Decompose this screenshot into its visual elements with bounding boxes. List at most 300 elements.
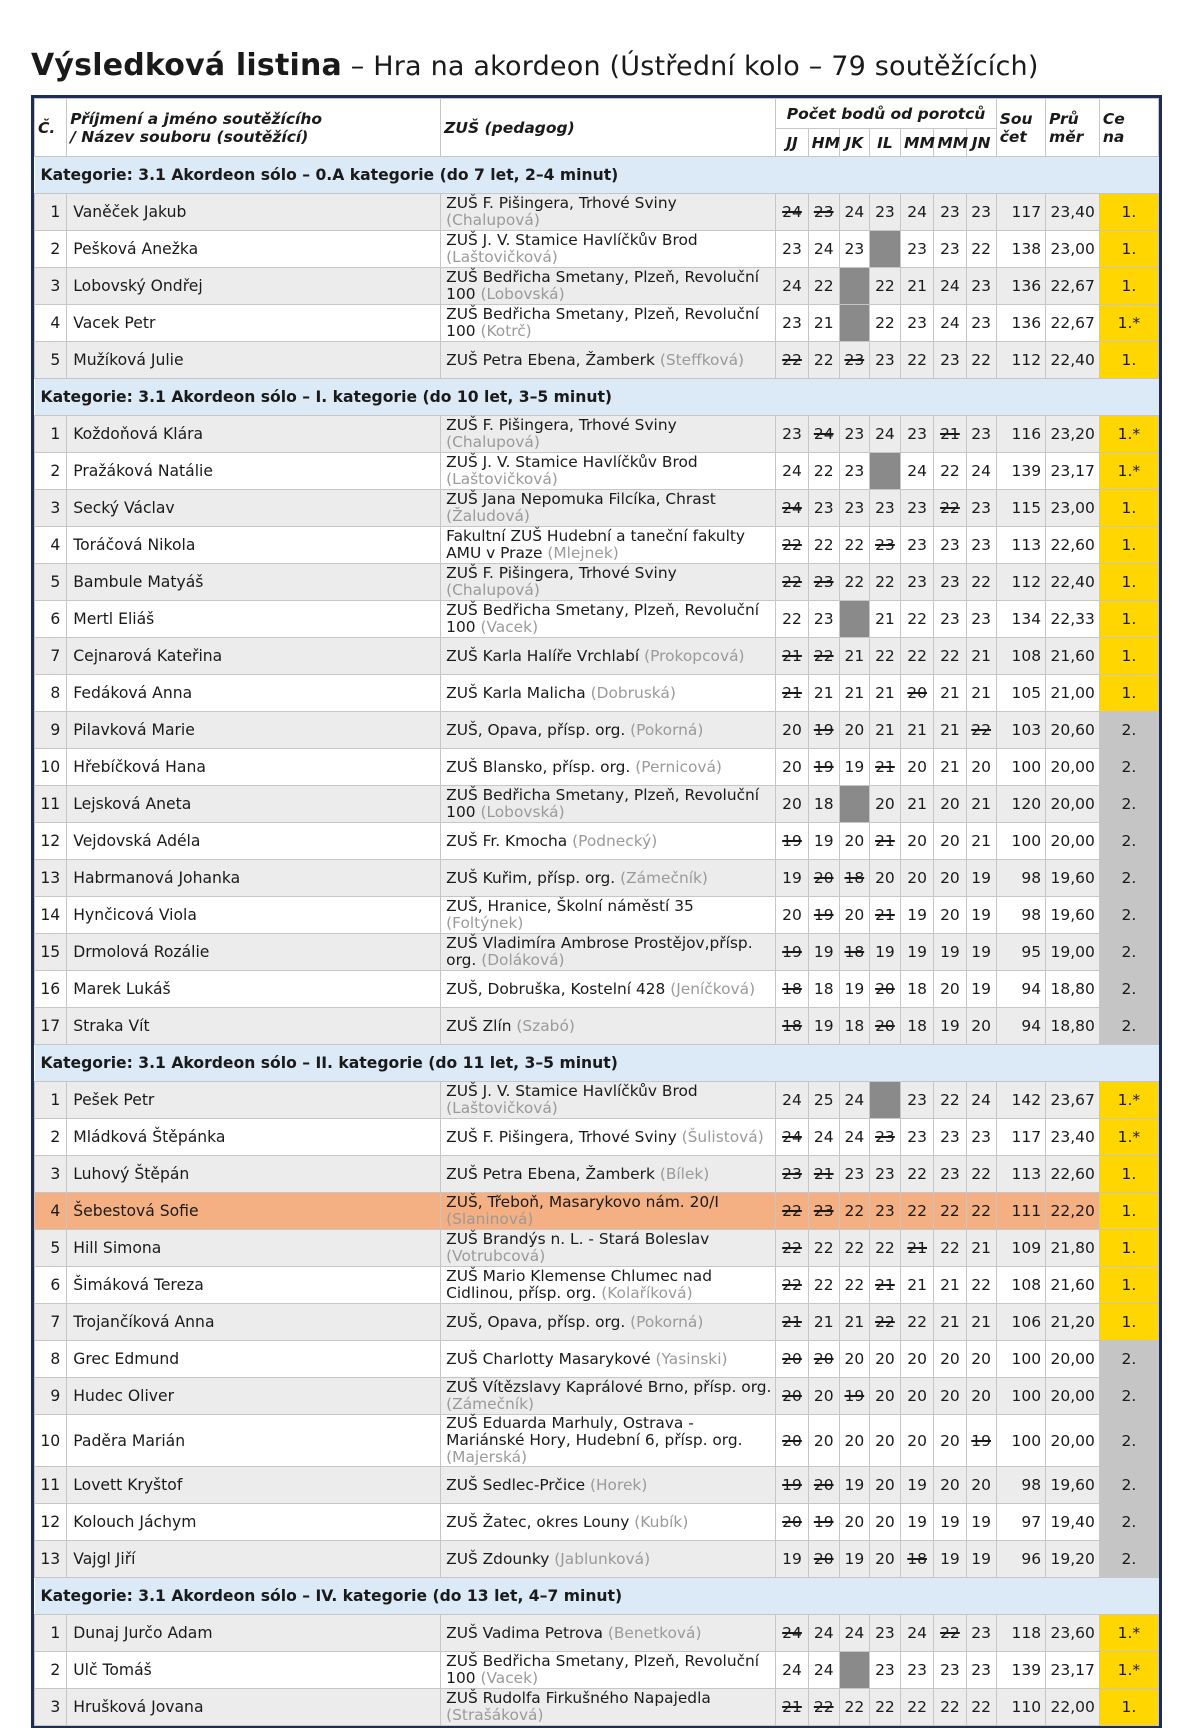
- judge-score: [808, 1008, 839, 1045]
- score-value: 22: [844, 1239, 865, 1257]
- award-badge: 1.: [1099, 194, 1158, 231]
- judge-score: [776, 1415, 808, 1467]
- judge-score: [966, 971, 996, 1008]
- score-value: 25: [813, 1091, 834, 1109]
- teacher-name: (Slaninová): [446, 1210, 534, 1228]
- score-value: 23: [940, 240, 960, 258]
- judge-score: [966, 453, 996, 490]
- score-value: 24: [813, 1624, 834, 1642]
- judge-score: [776, 1378, 808, 1415]
- score-value: 21: [844, 1313, 865, 1331]
- score-sum: 139: [996, 453, 1045, 490]
- judge-score: [966, 1082, 996, 1119]
- teacher-name: (Pernicová): [635, 757, 722, 776]
- score-sum: 139: [996, 1652, 1045, 1689]
- table-row: [35, 194, 1159, 231]
- judge-score: [839, 823, 869, 860]
- score-value: 22: [971, 721, 991, 739]
- judge-score: [934, 1008, 966, 1045]
- page-title: [31, 48, 1039, 83]
- judge-score: [934, 1082, 966, 1119]
- judge-score: [966, 342, 996, 379]
- table-row: [35, 1008, 1159, 1045]
- score-value: 24: [844, 1091, 865, 1109]
- score-value: 21: [940, 1276, 960, 1294]
- school-cell: [441, 749, 776, 786]
- judge-score: [869, 1267, 900, 1304]
- score-value: 20: [907, 1431, 928, 1450]
- score-value: 21: [875, 610, 895, 628]
- judge-score: [776, 638, 808, 675]
- judge-score: [839, 1082, 869, 1119]
- table-row: [35, 1689, 1159, 1726]
- judge-score: [869, 897, 900, 934]
- judge-score: [934, 749, 966, 786]
- judge-score: [901, 305, 934, 342]
- judge-score: [934, 860, 966, 897]
- judge-score: [966, 1689, 996, 1726]
- score-value: 24: [782, 462, 802, 480]
- judge-score: [869, 934, 900, 971]
- score-value: 23: [940, 536, 960, 554]
- school-cell: [441, 1082, 776, 1119]
- judge-score: [869, 749, 900, 786]
- row-number: 12: [35, 1504, 67, 1541]
- judge-score: [869, 1193, 900, 1230]
- row-number: 3: [35, 268, 67, 305]
- score-value: 22: [813, 351, 834, 369]
- score-value: 22: [813, 462, 834, 480]
- score-sum: 98: [996, 860, 1045, 897]
- school-cell: [441, 453, 776, 490]
- category-title: Kategorie: 3.1 Akordeon sólo – I. kategorie (do 10 let, 3–5 minut): [35, 379, 1159, 416]
- score-value: 18: [813, 980, 834, 998]
- row-number: 2: [35, 1652, 67, 1689]
- score-value: 24: [782, 1091, 802, 1109]
- score-value: 23: [844, 240, 865, 258]
- judge-score: [776, 1615, 808, 1652]
- judge-score: [901, 527, 934, 564]
- judge-score: [966, 564, 996, 601]
- score-value: 19: [813, 943, 834, 961]
- teacher-name: (Chalupová): [446, 433, 540, 451]
- score-value: 21: [971, 684, 991, 702]
- judge-score: [901, 1689, 934, 1726]
- score-value: 19: [875, 943, 895, 961]
- score-value: 20: [875, 1387, 895, 1405]
- award-badge: 2.: [1099, 1341, 1158, 1378]
- judge-score: [934, 675, 966, 712]
- score-average: 18,80: [1046, 1008, 1100, 1045]
- school-name: ZUŠ Jana Nepomuka Filcíka, Chrast: [446, 490, 716, 508]
- score-value: 24: [907, 203, 928, 221]
- score-average: 18,80: [1046, 971, 1100, 1008]
- score-value: 20: [875, 1550, 895, 1568]
- award-badge: 1.: [1099, 342, 1158, 379]
- score-value: 21: [813, 1313, 834, 1331]
- judge-score: [869, 601, 900, 638]
- judge-score: [966, 749, 996, 786]
- teacher-name: (Steffková): [659, 350, 745, 369]
- table-header: [35, 99, 1159, 157]
- score-value: 22: [971, 573, 991, 591]
- score-value: 24: [782, 203, 802, 221]
- judge-score: [839, 1008, 869, 1045]
- school-cell: [441, 712, 776, 749]
- row-number: 3: [35, 490, 67, 527]
- score-average: 21,60: [1046, 1267, 1100, 1304]
- header-average: Prů měr: [1046, 99, 1100, 157]
- judge-score: [839, 749, 869, 786]
- score-value: 22: [907, 647, 928, 665]
- judge-score: [776, 1230, 808, 1267]
- score-value: 20: [844, 1431, 865, 1450]
- judge-score: [839, 897, 869, 934]
- score-value: 21: [907, 795, 928, 813]
- page-title-main: Výsledková listina: [31, 48, 342, 83]
- score-value: 21: [940, 425, 960, 443]
- judge-score: [808, 1615, 839, 1652]
- judge-score: [808, 860, 839, 897]
- competitor-name: Lejsková Aneta: [67, 786, 441, 823]
- judge-score: [808, 1304, 839, 1341]
- award-badge: 2.: [1099, 934, 1158, 971]
- score-sum: 106: [996, 1304, 1045, 1341]
- teacher-name: (Kubík): [634, 1512, 689, 1531]
- score-value: 22: [940, 1202, 960, 1220]
- score-sum: 117: [996, 1119, 1045, 1156]
- judge-score: [869, 823, 900, 860]
- score-value: 23: [875, 536, 895, 554]
- judge-score: [776, 897, 808, 934]
- judge-score: [808, 971, 839, 1008]
- score-value: 20: [782, 758, 802, 776]
- table-row: [35, 1415, 1159, 1467]
- school-cell: [441, 823, 776, 860]
- score-value: 23: [971, 536, 991, 554]
- score-sum: 120: [996, 786, 1045, 823]
- score-sum: 115: [996, 490, 1045, 527]
- competitor-name: Hudec Oliver: [67, 1378, 441, 1415]
- table-row: [35, 1267, 1159, 1304]
- judge-score: [901, 1415, 934, 1467]
- award-badge: 1.: [1099, 268, 1158, 305]
- score-value: 22: [907, 1202, 928, 1220]
- judge-score: [839, 268, 869, 305]
- score-value: 19: [782, 832, 802, 850]
- score-value: 24: [813, 425, 834, 443]
- judge-score: [808, 786, 839, 823]
- school-name: ZUŠ, Hranice, Školní náměstí 35: [446, 897, 694, 915]
- teacher-name: (Šulistová): [681, 1127, 764, 1146]
- score-average: 23,00: [1046, 231, 1100, 268]
- school-cell: [441, 231, 776, 268]
- competitor-name: Šimáková Tereza: [67, 1267, 441, 1304]
- judge-score: [966, 1504, 996, 1541]
- score-value: 22: [875, 314, 895, 332]
- score-value: 22: [907, 1313, 928, 1331]
- score-sum: 117: [996, 194, 1045, 231]
- school-cell: [441, 268, 776, 305]
- school-cell: [441, 971, 776, 1008]
- score-sum: 100: [996, 1341, 1045, 1378]
- table-row: [35, 231, 1159, 268]
- school-name: Fakultní ZUŠ Hudební a taneční fakulty AMU v Praze: [446, 527, 746, 562]
- score-sum: 108: [996, 1267, 1045, 1304]
- score-value: 19: [782, 943, 802, 961]
- judge-score: [901, 1119, 934, 1156]
- score-average: 19,00: [1046, 934, 1100, 971]
- award-badge: 2.: [1099, 712, 1158, 749]
- score-sum: 110: [996, 1689, 1045, 1726]
- judge-score: [839, 971, 869, 1008]
- judge-score: [776, 971, 808, 1008]
- score-average: 19,60: [1046, 1467, 1100, 1504]
- teacher-name: (Doláková): [481, 951, 565, 969]
- competitor-name: Vacek Petr: [67, 305, 441, 342]
- score-value: 23: [782, 240, 802, 258]
- score-value: 20: [844, 1350, 865, 1368]
- score-value: 24: [907, 462, 928, 480]
- row-number: 2: [35, 453, 67, 490]
- award-badge: 1.: [1099, 1304, 1158, 1341]
- award-badge: 1.*: [1099, 1652, 1158, 1689]
- score-value: 23: [971, 277, 991, 295]
- school-name: ZUŠ Bedřicha Smetany, Plzeň, Revoluční 100: [446, 268, 760, 303]
- competitor-name: Pešková Anežka: [67, 231, 441, 268]
- award-badge: 1.: [1099, 1193, 1158, 1230]
- school-cell: [441, 786, 776, 823]
- row-number: 3: [35, 1689, 67, 1726]
- table-row: [35, 1193, 1159, 1230]
- score-sum: 142: [996, 1082, 1045, 1119]
- score-value: 18: [907, 1017, 928, 1035]
- school-cell: [441, 1156, 776, 1193]
- score-value: 22: [940, 462, 960, 480]
- score-sum: 136: [996, 305, 1045, 342]
- row-number: 9: [35, 1378, 67, 1415]
- score-value: 20: [875, 1476, 895, 1494]
- score-value: 24: [971, 462, 991, 480]
- judge-score: [901, 416, 934, 453]
- row-number: 13: [35, 860, 67, 897]
- score-value: 23: [907, 536, 928, 554]
- judge-score: [934, 712, 966, 749]
- score-value: 19: [813, 1513, 834, 1531]
- judge-score: [934, 1615, 966, 1652]
- school-cell: [441, 1008, 776, 1045]
- judge-score: [869, 1341, 900, 1378]
- score-value: 22: [875, 277, 895, 295]
- score-value: 22: [875, 1313, 895, 1331]
- judge-score: [776, 194, 808, 231]
- row-number: 2: [35, 231, 67, 268]
- score-value: 21: [907, 1239, 928, 1257]
- score-average: 20,00: [1046, 1415, 1100, 1467]
- table-row: [35, 527, 1159, 564]
- judge-score: [901, 786, 934, 823]
- score-value: 19: [971, 1431, 991, 1450]
- award-badge: 1.: [1099, 527, 1158, 564]
- school-cell: [441, 675, 776, 712]
- award-badge: 1.: [1099, 1230, 1158, 1267]
- judge-score: [776, 1267, 808, 1304]
- score-value: 20: [971, 1387, 991, 1405]
- score-average: 21,60: [1046, 638, 1100, 675]
- school-name: ZUŠ F. Pišingera, Trhové Sviny: [446, 1127, 677, 1146]
- score-value: 18: [782, 1017, 802, 1035]
- judge-score: [839, 1156, 869, 1193]
- school-cell: [441, 490, 776, 527]
- school-name: ZUŠ J. V. Stamice Havlíčkův Brod: [446, 453, 698, 471]
- score-value: 20: [940, 869, 960, 887]
- table-row: [35, 934, 1159, 971]
- score-value: 23: [907, 314, 928, 332]
- header-judge-hm: HM: [808, 129, 839, 157]
- score-value: 21: [907, 1276, 928, 1294]
- score-average: 22,60: [1046, 527, 1100, 564]
- judge-score: [808, 194, 839, 231]
- school-cell: [441, 1304, 776, 1341]
- score-value: 23: [971, 1624, 991, 1642]
- teacher-name: (Horek): [589, 1475, 648, 1494]
- score-sum: 138: [996, 231, 1045, 268]
- score-value: 19: [907, 1513, 928, 1531]
- judge-score: [869, 1689, 900, 1726]
- table-row: [35, 1378, 1159, 1415]
- score-value: 23: [875, 1165, 895, 1183]
- judge-score: [839, 231, 869, 268]
- score-value: 21: [907, 277, 928, 295]
- school-name: ZUŠ Zlín: [446, 1016, 512, 1035]
- teacher-name: (Pokorná): [630, 1312, 704, 1331]
- competitor-name: Hrušková Jovana: [67, 1689, 441, 1726]
- award-badge: 1.*: [1099, 1615, 1158, 1652]
- score-value: 23: [907, 499, 928, 517]
- score-value: 24: [782, 277, 802, 295]
- judge-score: [869, 1415, 900, 1467]
- judge-score: [839, 453, 869, 490]
- judge-score: [901, 231, 934, 268]
- competitor-name: Habrmanová Johanka: [67, 860, 441, 897]
- score-value: 20: [875, 1350, 895, 1368]
- category-row: [35, 1578, 1159, 1615]
- judge-score: [776, 527, 808, 564]
- score-value: 20: [813, 1431, 834, 1450]
- score-value: 22: [971, 1165, 991, 1183]
- score-value: 22: [782, 1276, 802, 1294]
- score-sum: 100: [996, 749, 1045, 786]
- award-badge: 1.: [1099, 564, 1158, 601]
- score-value: 20: [875, 1513, 895, 1531]
- judge-score: [808, 416, 839, 453]
- judge-score: [776, 1341, 808, 1378]
- score-value: 24: [844, 1624, 865, 1642]
- judge-score: [776, 1689, 808, 1726]
- judge-score: [934, 601, 966, 638]
- school-cell: [441, 1193, 776, 1230]
- teacher-name: (Laštovičková): [446, 1099, 558, 1117]
- award-badge: 1.: [1099, 601, 1158, 638]
- score-value: 20: [971, 758, 991, 776]
- score-sum: 105: [996, 675, 1045, 712]
- header-school: ZUŠ (pedagog): [441, 99, 776, 157]
- header-name: Příjmení a jméno soutěžícího / Název souboru (soutěžící): [67, 99, 441, 157]
- school-cell: [441, 1267, 776, 1304]
- table-row: [35, 342, 1159, 379]
- competitor-name: Dunaj Jurčo Adam: [67, 1615, 441, 1652]
- judge-score: [776, 934, 808, 971]
- score-value: 21: [875, 906, 895, 924]
- category-title: Kategorie: 3.1 Akordeon sólo – IV. kategorie (do 13 let, 4–7 minut): [35, 1578, 1159, 1615]
- school-name: ZUŠ Bedřicha Smetany, Plzeň, Revoluční 100: [446, 305, 760, 340]
- judge-score: [869, 1008, 900, 1045]
- score-value: 23: [971, 425, 991, 443]
- award-badge: 1.*: [1099, 1119, 1158, 1156]
- table-row: [35, 1615, 1159, 1652]
- score-value: 21: [813, 314, 834, 332]
- table-row: [35, 490, 1159, 527]
- score-value: 20: [813, 1476, 834, 1494]
- school-name: ZUŠ F. Pišingera, Trhové Sviny: [446, 194, 677, 212]
- score-value: 19: [907, 1476, 928, 1494]
- score-sum: 134: [996, 601, 1045, 638]
- competitor-name: Lobovský Ondřej: [67, 268, 441, 305]
- award-badge: 1.: [1099, 1689, 1158, 1726]
- score-value: 23: [875, 351, 895, 369]
- score-value: 24: [844, 1128, 865, 1146]
- school-name: ZUŠ F. Pišingera, Trhové Sviny: [446, 564, 677, 582]
- judge-score: [901, 1156, 934, 1193]
- score-value: 20: [940, 1387, 960, 1405]
- judge-score: [776, 231, 808, 268]
- header-judge-il: IL: [869, 129, 900, 157]
- judge-score: [966, 1378, 996, 1415]
- row-number: 4: [35, 305, 67, 342]
- table-row: [35, 675, 1159, 712]
- competitor-name: Straka Vít: [67, 1008, 441, 1045]
- table-row: [35, 416, 1159, 453]
- score-value: 21: [875, 721, 895, 739]
- score-value: 21: [875, 684, 895, 702]
- judge-score: [839, 1193, 869, 1230]
- judge-score: [901, 823, 934, 860]
- score-value: 21: [940, 758, 960, 776]
- row-number: 1: [35, 1082, 67, 1119]
- judge-score: [869, 231, 900, 268]
- row-number: 5: [35, 342, 67, 379]
- school-cell: [441, 860, 776, 897]
- score-value: 23: [844, 1165, 865, 1183]
- score-value: 24: [940, 277, 960, 295]
- score-value: 24: [875, 425, 895, 443]
- judge-score: [808, 823, 839, 860]
- school-cell: [441, 1467, 776, 1504]
- score-value: 21: [875, 758, 895, 776]
- judge-score: [869, 490, 900, 527]
- school-cell: [441, 1615, 776, 1652]
- judge-score: [966, 786, 996, 823]
- judge-score: [869, 1467, 900, 1504]
- score-value: 23: [782, 314, 802, 332]
- score-value: 23: [940, 573, 960, 591]
- judge-score: [808, 453, 839, 490]
- score-value: 20: [782, 1513, 802, 1531]
- score-value: 18: [844, 1017, 865, 1035]
- teacher-name: (Chalupová): [446, 211, 540, 229]
- score-average: 23,20: [1046, 416, 1100, 453]
- results-table-frame: [31, 95, 1162, 1728]
